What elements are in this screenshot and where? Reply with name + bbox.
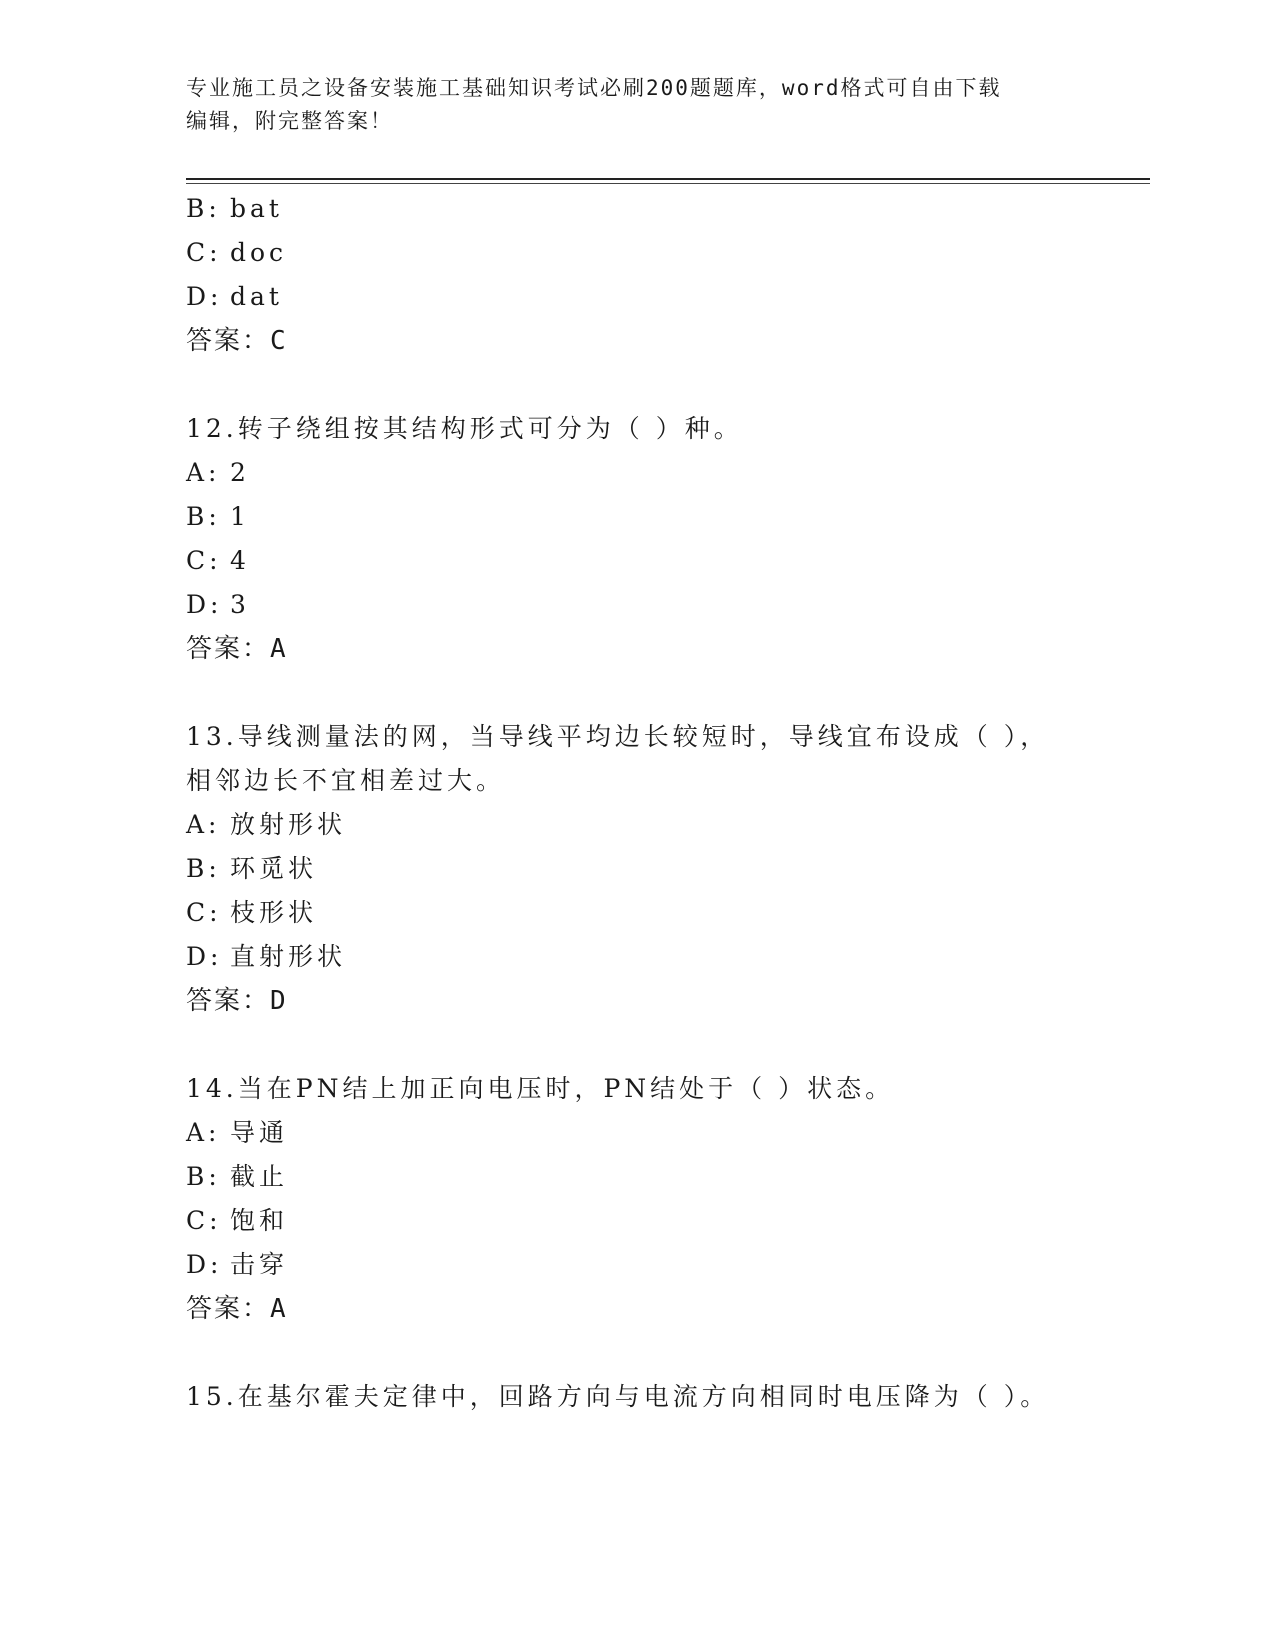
q14-stem: 14.当在PN结上加正向电压时，PN结处于（ ）状态。 xyxy=(186,1074,895,1103)
q11-option-b: B: bat xyxy=(186,194,283,223)
q11-option-c: C: doc xyxy=(186,238,288,267)
q14-option-b: B: 截止 xyxy=(186,1162,289,1191)
header-divider-thin xyxy=(186,183,1150,184)
header-title-line1: 专业施工员之设备安装施工基础知识考试必刷200题题库，word格式可自由下载 xyxy=(186,76,1002,100)
q12-option-d: D: 3 xyxy=(186,590,250,619)
q13-option-b: B: 环觅状 xyxy=(186,854,318,883)
q12-stem: 12.转子绕组按其结构形式可分为（ ）种。 xyxy=(186,414,743,443)
q11-answer: 答案：C xyxy=(186,326,288,356)
q12-option-a: A: 2 xyxy=(186,458,250,487)
document-header xyxy=(186,72,1066,138)
q15-stem: 15.在基尔霍夫定律中，回路方向与电流方向相同时电压降为（ ）。 xyxy=(186,1382,1050,1411)
q14-option-c: C: 饱和 xyxy=(186,1206,289,1235)
q12-option-b: B: 1 xyxy=(186,502,250,531)
q13-option-a: A: 放射形状 xyxy=(186,810,347,839)
q12-option-c: C: 4 xyxy=(186,546,250,575)
q11-option-d: D: dat xyxy=(186,282,283,311)
q13-stem-line2: 相邻边长不宜相差过大。 xyxy=(186,766,506,795)
header-divider-thick xyxy=(186,178,1150,180)
header-title-line2: 编辑，附完整答案！ xyxy=(186,109,393,133)
q14-option-a: A: 导通 xyxy=(186,1118,289,1147)
q13-option-d: D: 直射形状 xyxy=(186,942,347,971)
q12-answer: 答案：A xyxy=(186,634,288,664)
q13-stem-line1: 13.导线测量法的网，当导线平均边长较短时，导线宜布设成（ ）， xyxy=(186,722,1050,751)
q14-option-d: D: 击穿 xyxy=(186,1250,289,1279)
q13-option-c: C: 枝形状 xyxy=(186,898,318,927)
q13-answer: 答案：D xyxy=(186,986,288,1016)
q14-answer: 答案：A xyxy=(186,1294,288,1324)
